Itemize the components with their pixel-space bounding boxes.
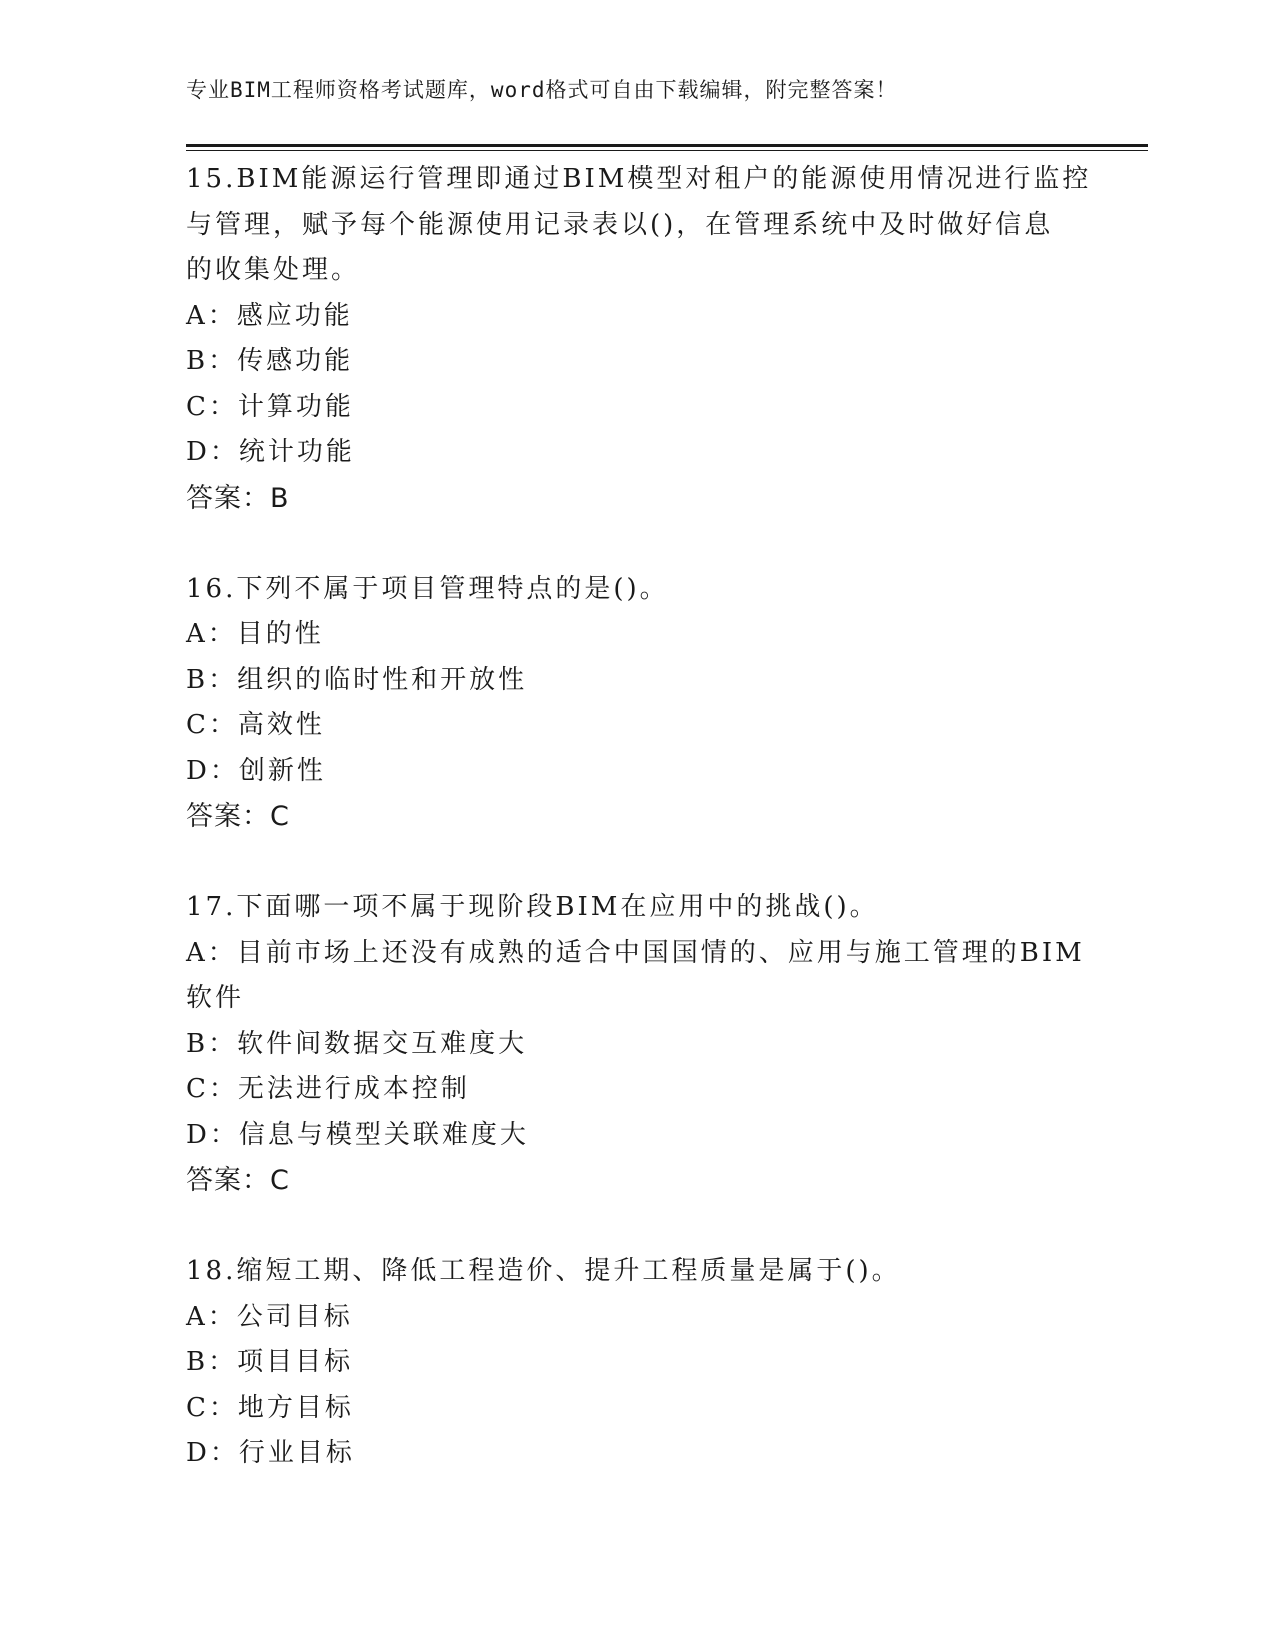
question-stem: 16.下列不属于项目管理特点的是()。 (186, 573, 669, 604)
header-rule-thick (186, 144, 1148, 147)
option-d: D：行业目标 (186, 1438, 355, 1468)
spacer (186, 1204, 1066, 1250)
option-d: D：信息与模型关联难度大 (186, 1119, 529, 1150)
answer-line: 答案：B (186, 482, 290, 514)
question-16 (186, 567, 1066, 840)
question-stem: 15.BIM能源运行管理即通过BIM模型对租户的能源使用情况进行监控 (186, 164, 1092, 194)
option-b: B：项目目标 (186, 1347, 354, 1377)
spacer (186, 840, 1066, 886)
option-c: C：计算功能 (186, 391, 354, 422)
option-b: B：传感功能 (186, 346, 354, 376)
question-stem: 与管理，赋予每个能源使用记录表以()，在管理系统中及时做好信息 (186, 209, 1054, 240)
option-c: C：地方目标 (186, 1392, 354, 1423)
option-a-continued: 软件 (186, 983, 245, 1013)
question-stem: 18.缩短工期、降低工程造价、提升工程质量是属于()。 (186, 1256, 901, 1286)
question-17 (186, 885, 1085, 1204)
option-b: B：软件间数据交互难度大 (186, 1028, 528, 1059)
page-header: 专业BIM工程师资格考试题库，word格式可自由下载编辑，附完整答案！ (186, 78, 898, 102)
question-18 (186, 1249, 1066, 1477)
question-stem: 的收集处理。 (186, 255, 361, 285)
option-c: C：高效性 (186, 710, 325, 740)
option-b: B：组织的临时性和开放性 (186, 664, 528, 695)
answer-line: 答案：C (186, 801, 290, 832)
option-d: D：统计功能 (186, 437, 355, 467)
option-c: C：无法进行成本控制 (186, 1074, 470, 1104)
option-a: A：感应功能 (186, 300, 353, 331)
option-a: A：公司目标 (186, 1301, 353, 1332)
option-a: A：目的性 (186, 619, 324, 649)
answer-line: 答案：C (186, 1165, 290, 1196)
option-d: D：创新性 (186, 755, 326, 786)
question-list (186, 157, 1092, 1477)
header-rule-thin (186, 150, 1148, 151)
question-15 (186, 157, 1092, 521)
option-a: A：目前市场上还没有成熟的适合中国国情的、应用与施工管理的BIM (186, 937, 1085, 968)
spacer (186, 521, 1066, 567)
question-stem: 17.下面哪一项不属于现阶段BIM在应用中的挑战()。 (186, 892, 879, 922)
